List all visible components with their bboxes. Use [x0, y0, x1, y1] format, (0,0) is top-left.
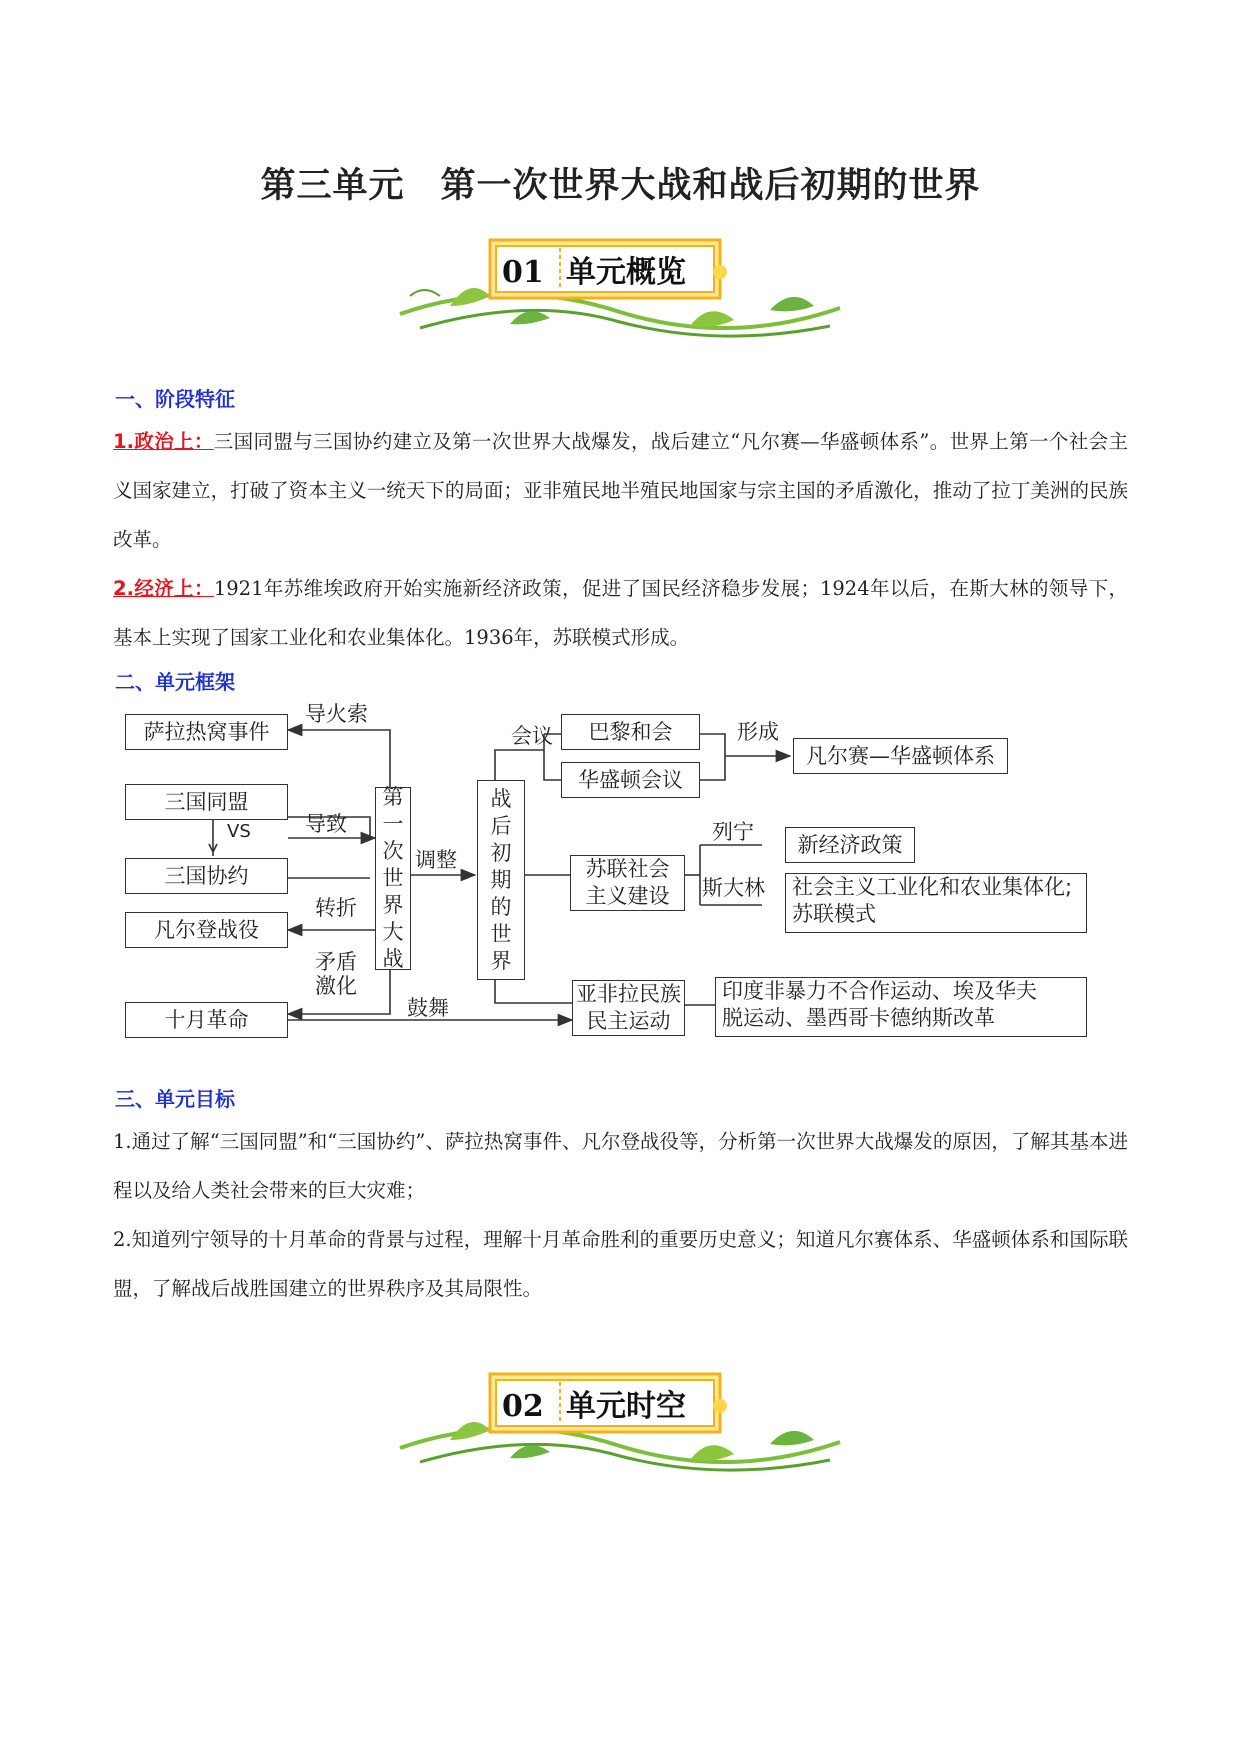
badge1-text: 单元概览: [566, 255, 686, 290]
section-badge-overview: [390, 236, 850, 346]
box-soviet-construction: 苏联社会 主义建设: [570, 855, 685, 911]
box-postwar-world: 战 后 初 期 的 世 界: [477, 780, 525, 980]
section-heading-goals: 三、单元目标: [115, 1087, 235, 1111]
section-heading-features: 一、阶段特征: [115, 387, 235, 411]
label-form: 形成: [737, 720, 779, 744]
label-conflict-intensified: 矛盾 激化: [315, 950, 357, 998]
text-economy: 1921年苏维埃政府开始实施新经济政策，促进了国民经济稳步发展；1924年以后，在斯大林的领导下，基本上实现了国家工业化和农业集体化。1936年，苏联模式形成。: [113, 577, 1128, 649]
label-turning-point: 转折: [315, 896, 357, 920]
box-versailles-washington-system: 凡尔赛—华盛顿体系: [793, 738, 1008, 774]
page-title: 第三单元 第一次世界大战和战后初期的世界: [260, 166, 981, 206]
paragraph-goal-1: 1.通过了解“三国同盟”和“三国协约”、萨拉热窝事件、凡尔登战役等，分析第一次世界大战爆发的原因，了解其基本进程以及给人类社会带来的巨大灾难；: [113, 1130, 1128, 1202]
label-inspire: 鼓舞: [407, 996, 449, 1020]
box-afro-asian-latin-movements: 亚非拉民族 民主运动: [572, 980, 685, 1036]
label-lenin: 列宁: [712, 820, 754, 844]
label-fuse: 导火索: [305, 702, 368, 726]
label-meeting: 会议: [511, 724, 553, 748]
box-verdun-battle: 凡尔登战役: [125, 912, 288, 948]
box-industrialization: 社会主义工业化和农业集体化; 苏联模式: [785, 873, 1087, 933]
label-vs: VS: [227, 821, 251, 842]
box-ww1: 第 一 次 世 界 大 战: [375, 787, 411, 970]
box-washington-conference: 华盛顿会议: [561, 762, 700, 798]
box-triple-alliance: 三国同盟: [125, 784, 288, 820]
framework-diagram: [125, 700, 1125, 1060]
lead-economy: 2.经济上：: [113, 577, 214, 600]
box-triple-entente: 三国协约: [125, 858, 288, 894]
box-october-revolution: 十月革命: [125, 1002, 288, 1038]
badge2-num: 02: [502, 1389, 544, 1424]
label-stalin: 斯大林: [702, 876, 765, 900]
label-adjust: 调整: [415, 848, 457, 872]
section-badge-timespace: [390, 1370, 850, 1480]
paragraph-politics: [113, 417, 1128, 564]
text-politics: 三国同盟与三国协约建立及第一次世界大战爆发，战后建立“凡尔赛—华盛顿体系”。世界上第一个社会主义国家建立，打破了资本主义一统天下的局面；亚非殖民地半殖民地国家与宗主国的矛盾激化，推动了拉丁美洲的民族改革。: [113, 430, 1128, 551]
section-heading-framework: 二、单元框架: [115, 670, 235, 694]
box-national-movements-examples: 印度非暴力不合作运动、埃及华夫 脱运动、墨西哥卡德纳斯改革: [715, 977, 1087, 1037]
badge2-text: 单元时空: [566, 1389, 686, 1424]
badge1-num: 01: [502, 255, 544, 290]
box-sarajevo-incident: 萨拉热窝事件: [125, 714, 288, 750]
box-new-economic-policy: 新经济政策: [785, 827, 915, 863]
label-cause: 导致: [305, 812, 347, 836]
box-paris-conference: 巴黎和会: [561, 714, 700, 750]
lead-politics: 1.政治上：: [113, 430, 214, 453]
paragraph-economy: [113, 564, 1128, 662]
paragraph-goal-2: 2.知道列宁领导的十月革命的背景与过程，理解十月革命胜利的重要历史意义；知道凡尔赛体系、华盛顿体系和国际联盟，了解战后战胜国建立的世界秩序及其局限性。: [113, 1228, 1128, 1300]
